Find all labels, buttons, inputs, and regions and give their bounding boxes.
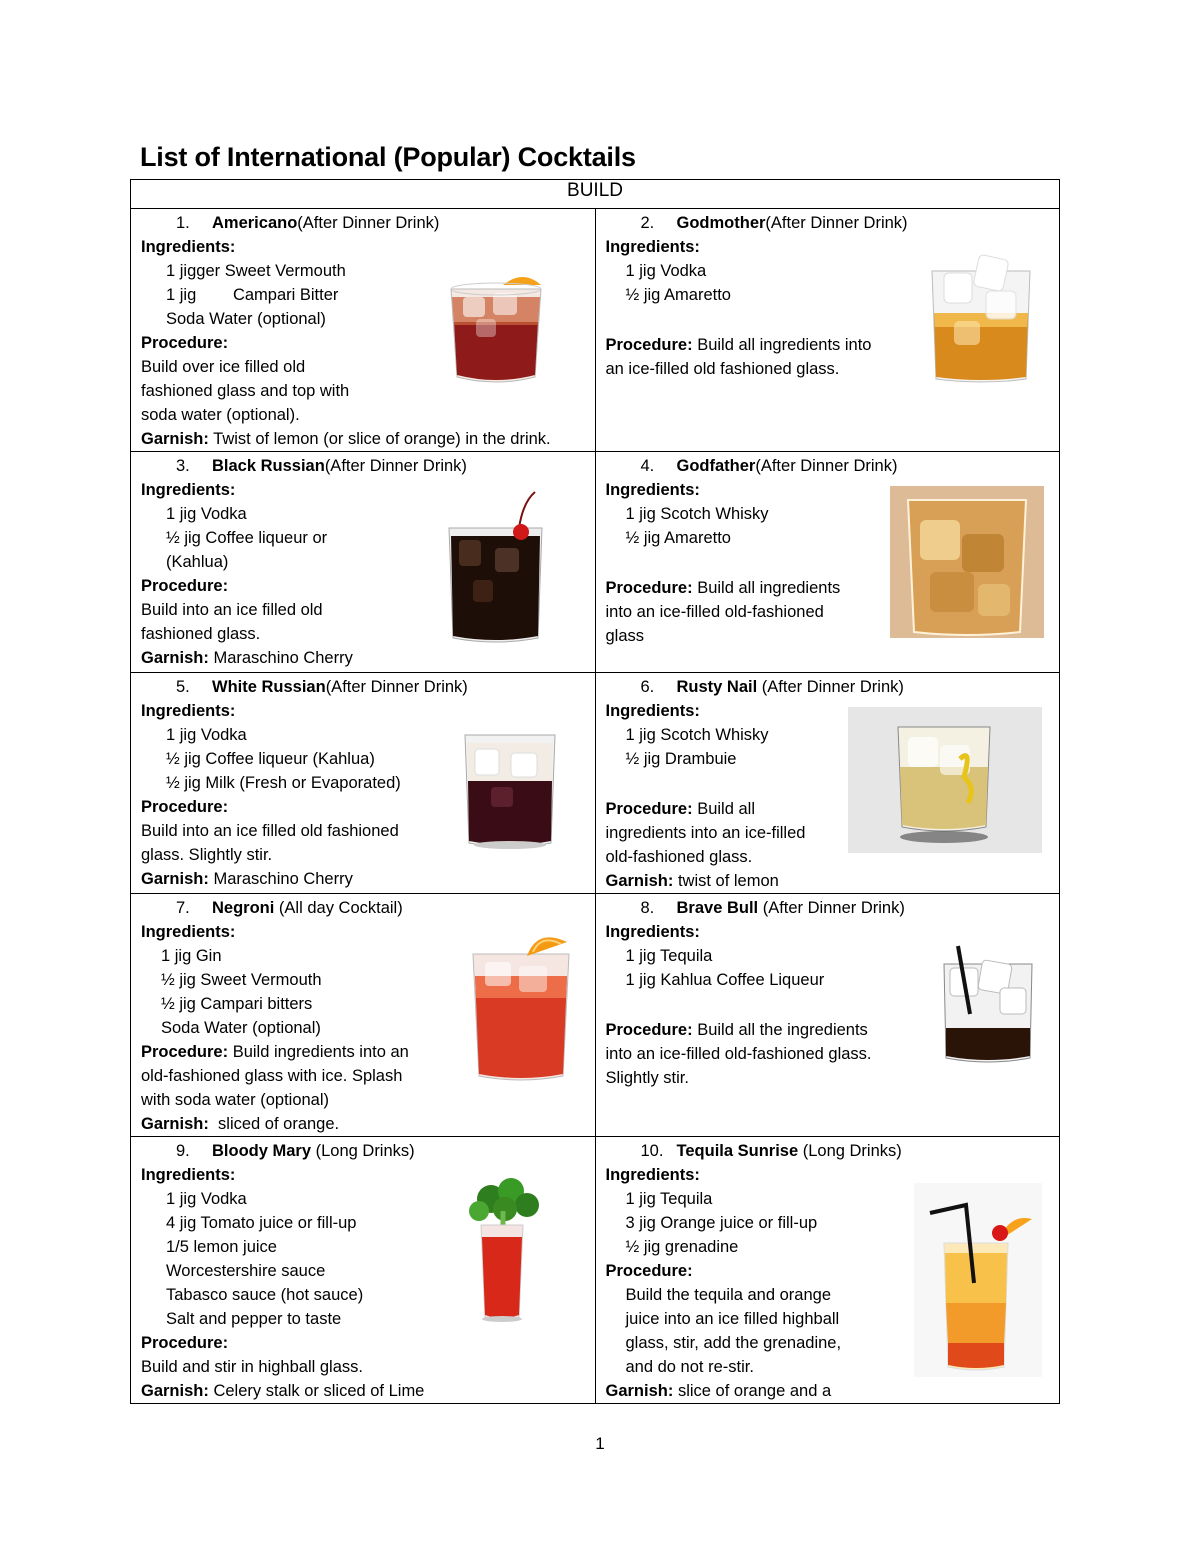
procedure-line: Procedure: Build all ingredients [605,579,841,597]
garnish-line: Garnish: Maraschino Cherry [141,649,353,667]
ingredient: ½ jig Sweet Vermouth [161,971,322,989]
garnish-line: Garnish: Maraschino Cherry [141,870,353,888]
ingredient: Worcestershire sauce [166,1262,326,1280]
cocktail-cell-5: 5. White Russian(After Dinner Drink) Ingredients: 1 jig Vodka ½ jig Coffee liqueur (Kahlua) ½ jig Milk (Fresh or Evaporated) Procedure: Build into an ice filled old fashioned glass. Slightly stir. Garnish: Maraschino Cherry [131,673,596,894]
ingredient: 1 jig Scotch Whisky [625,726,769,744]
cocktail-category: (After Dinner Drink) [758,899,905,917]
ingredient: 1 jig Kahlua Coffee Liqueur [625,971,825,989]
ingredient: ½ jig Drambuie [625,750,737,768]
procedure-line: Build and stir in highball glass. [141,1358,363,1376]
cocktail-cell-7: 7. Negroni (All day Cocktail) Ingredients: 1 jig Gin ½ jig Sweet Vermouth ½ jig Campari bitters Soda Water (optional) Procedure: Build ingredients into an old-fashioned glass with ice. Splash with soda water (optional) Garnish: sliced of orange. [131,894,596,1137]
ingredient: ½ jig Coffee liqueur (Kahlua) [166,750,375,768]
ingredient: Soda Water (optional) [166,310,326,328]
garnish-line: Garnish: slice of orange and a [605,1382,832,1400]
white-russian-glass-image [461,731,559,851]
cocktail-category: (After Dinner Drink) [297,214,440,232]
garnish-line: Garnish: twist of lemon [605,872,779,890]
ingredient: 1 jig Vodka [625,262,707,280]
cocktail-category: (Long Drinks) [798,1142,902,1160]
page-number: 1 [595,1434,605,1453]
page-title: List of International (Popular) Cocktails [140,142,636,172]
procedure-line: old-fashioned glass. [605,848,753,866]
procedure-line: glass, stir, add the grenadine, [625,1334,842,1352]
procedure-line: into an ice-filled old-fashioned [605,603,824,621]
procedure-line: Slightly stir. [605,1069,689,1087]
ingredient: ½ jig grenadine [625,1238,739,1256]
cocktail-category: (Long Drinks) [311,1142,415,1160]
procedure-line: Procedure: Build ingredients into an [141,1043,409,1061]
ingredient: 1 jig Gin [161,947,222,965]
procedure-line: and do not re-stir. [625,1358,754,1376]
cocktail-cell-9: 9. Bloody Mary (Long Drinks) Ingredients: 1 jig Vodka 4 jig Tomato juice or fill-up 1/5 lemon juice Worcestershire sauce Tabasco sauce (hot sauce) Salt and pepper to taste Procedure: Build and stir in highball glass. Garnish: Celery stalk or sliced of Lime [131,1137,596,1404]
ingredient: ½ jig Amaretto [625,529,731,547]
cocktail-name: Godmother [676,214,766,232]
cocktail-cell-2: 2. Godmother(After Dinner Drink) Ingredients: 1 jig Vodka ½ jig Amaretto Procedure: Build all ingredients into an ice-filled old fashioned glass. [595,209,1060,452]
ingredient: 1 jig Vodka [166,726,247,744]
bloody-mary-glass-image [457,1177,547,1325]
brave-bull-glass-image [940,944,1036,1066]
cocktail-heading: 8. Brave Bull (After Dinner Drink) [640,899,905,917]
cocktail-heading: 9. Bloody Mary (Long Drinks) [176,1142,415,1160]
cocktail-cell-8: 8. Brave Bull (After Dinner Drink) Ingredients: 1 jig Tequila 1 jig Kahlua Coffee Liqueur Procedure: Build all the ingredients into an ice-filled old-fashioned glass. Slightly stir. [595,894,1060,1137]
procedure-line: juice into an ice filled highball [625,1310,840,1328]
cocktail-cell-10: 10. Tequila Sunrise (Long Drinks) Ingredients: 1 jig Tequila 3 jig Orange juice or fill-up ½ jig grenadine Procedure: Build the tequila and orange juice into an ice filled highball glass, stir, add the grenadine, and do not re-stir. Garnish: slice of orange and a [595,1137,1060,1404]
section-header: BUILD [131,180,1060,209]
godmother-glass-image [926,251,1036,386]
cocktail-table [130,179,1060,1404]
ingredient: 1 jigger Sweet Vermouth [166,262,346,280]
ingredient: 1 jig Scotch Whisky [625,505,769,523]
procedure-line: glass. Slightly stir. [141,846,273,864]
cocktail-category: (After Dinner Drink) [765,214,908,232]
cocktail-name: Brave Bull [676,899,759,917]
godfather-glass-image [890,486,1044,638]
procedure-line: Build into an ice filled old [141,601,323,619]
ingredient: (Kahlua) [166,553,229,571]
cocktail-category: (After Dinner Drink) [325,678,468,696]
cocktail-cell-3: 3. Black Russian(After Dinner Drink) Ingredients: 1 jig Vodka ½ jig Coffee liqueur or (Kahlua) Procedure: Build into an ice filled old fashioned glass. Garnish: Maraschino Cherry [131,452,596,673]
cocktail-name: Rusty Nail [676,678,758,696]
procedure-line: fashioned glass. [141,625,261,643]
procedure-line: Procedure: Build all [605,800,755,818]
cocktail-heading: 6. Rusty Nail (After Dinner Drink) [640,678,904,696]
cocktail-heading: 1. Americano(After Dinner Drink) [176,214,440,232]
procedure-line: Build into an ice filled old fashioned [141,822,399,840]
ingredient: 1 jig Vodka [166,505,247,523]
cocktail-heading: 3. Black Russian(After Dinner Drink) [176,457,467,475]
garnish-line: Garnish: sliced of orange. [141,1115,340,1133]
ingredient: 1 jig Tequila [625,947,713,965]
cocktail-cell-1: 1. Americano(After Dinner Drink) Ingredients: 1 jigger Sweet Vermouth 1 jig Campari Bitter Soda Water (optional) Procedure: Build over ice filled old fashioned glass and top with soda water (optional). Garnish: Twist of lemon (or slice of orange) in the drink. [131,209,596,452]
cocktail-name: Black Russian [212,457,325,475]
procedure-line: Procedure: Build all ingredients into [605,336,872,354]
procedure-line: glass [605,627,645,645]
procedure-line: with soda water (optional) [141,1091,330,1109]
ingredient: 1 jig Campari Bitter [166,286,339,304]
negroni-glass-image [467,926,575,1084]
cocktail-heading: 5. White Russian(After Dinner Drink) [176,678,468,696]
cocktail-heading: 10. Tequila Sunrise (Long Drinks) [640,1142,902,1160]
ingredient: ½ jig Coffee liqueur or [166,529,328,547]
garnish-line: Garnish: Celery stalk or sliced of Lime [141,1382,425,1400]
americano-glass-image [441,267,551,387]
rusty-nail-glass-image [848,707,1042,853]
ingredient: 1/5 lemon juice [166,1238,277,1256]
cocktail-cell-6: 6. Rusty Nail (After Dinner Drink) Ingredients: 1 jig Scotch Whisky ½ jig Drambuie Procedure: Build all ingredients into an ice-filled old-fashioned glass. Garnish: twist of lemon [595,673,1060,894]
cocktail-name: Godfather [676,457,756,475]
cocktail-name: White Russian [212,678,326,696]
ingredient: ½ jig Amaretto [625,286,731,304]
cocktail-category: (After Dinner Drink) [755,457,898,475]
tequila-sunrise-glass-image [914,1183,1042,1377]
cocktail-category: (After Dinner Drink) [324,457,467,475]
garnish-line: Garnish: Twist of lemon (or slice of orange) in the drink. [141,430,551,448]
cocktail-name: Americano [212,214,298,232]
cocktail-name: Bloody Mary [212,1142,312,1160]
ingredient: 3 jig Orange juice or fill-up [625,1214,818,1232]
procedure-line: Build over ice filled old [141,358,306,376]
ingredient: Salt and pepper to taste [166,1310,342,1328]
procedure-line: soda water (optional). [141,406,300,424]
ingredient: ½ jig Campari bitters [161,995,313,1013]
cocktail-heading: 7. Negroni (All day Cocktail) [176,899,403,917]
procedure-line: an ice-filled old fashioned glass. [605,360,840,378]
ingredient: ½ jig Milk (Fresh or Evaporated) [166,774,401,792]
procedure-line: fashioned glass and top with [141,382,350,400]
cocktail-category: (All day Cocktail) [274,899,403,917]
procedure-line: into an ice-filled old-fashioned glass. [605,1045,872,1063]
cocktail-cell-4: 4. Godfather(After Dinner Drink) Ingredients: 1 jig Scotch Whisky ½ jig Amaretto Procedure: Build all ingredients into an ice-filled old-fashioned glass [595,452,1060,673]
cocktail-name: Negroni [212,899,275,917]
ingredient: 4 jig Tomato juice or fill-up [166,1214,357,1232]
cocktail-name: Tequila Sunrise [676,1142,799,1160]
procedure-line: Procedure: Build all the ingredients [605,1021,868,1039]
procedure-line: old-fashioned glass with ice. Splash [141,1067,403,1085]
procedure-line: Build the tequila and orange [625,1286,831,1304]
ingredient: Tabasco sauce (hot sauce) [166,1286,364,1304]
ingredient: 1 jig Vodka [166,1190,247,1208]
cocktail-category: (After Dinner Drink) [757,678,904,696]
cocktail-heading: 4. Godfather(After Dinner Drink) [640,457,898,475]
cocktail-heading: 2. Godmother(After Dinner Drink) [640,214,908,232]
procedure-line: ingredients into an ice-filled [605,824,806,842]
ingredient: Soda Water (optional) [161,1019,321,1037]
black-russian-glass-image [443,488,548,646]
ingredient: 1 jig Tequila [625,1190,713,1208]
